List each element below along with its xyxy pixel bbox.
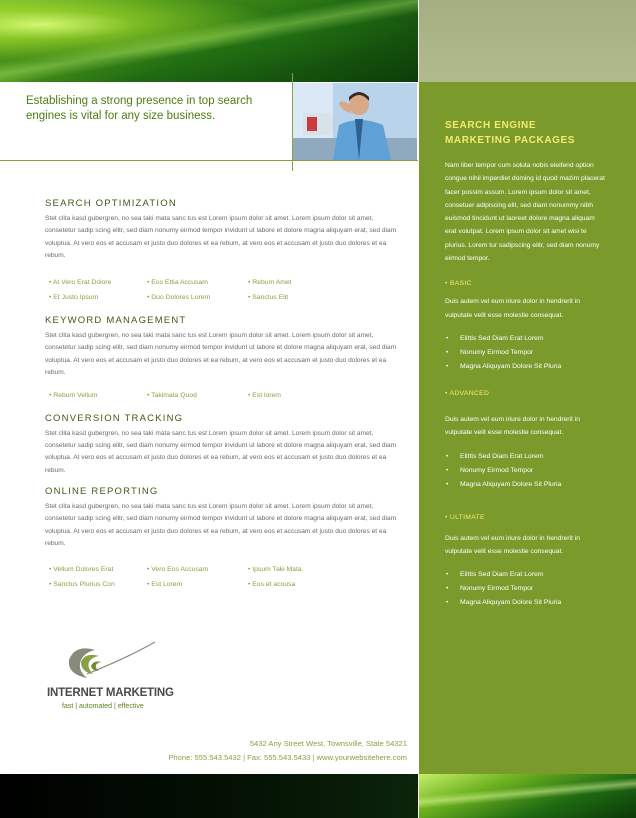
package-ultimate	[445, 514, 605, 611]
bullet-item: • Est lorem	[248, 392, 281, 400]
section-title: KEYWORD MANAGEMENT	[45, 315, 187, 327]
package-label: • ULTIMATE	[445, 513, 485, 521]
sidebar-content	[445, 118, 605, 610]
package-advanced	[445, 390, 605, 492]
section-body: Stet clita kasd gubergren, no sea taki mata sanc tus est Lorem ipsum dolor sit amet. Lorem ipsum dolor sit amet, consetetur sadip scing elitr, sed diam nonumy eirmod tempor invidunt ut labore et dolore magna aliquyam erat, sed diam voluptua. At vero eos et accusam et justo duo dolores et ea rebum, at vero eos et accusam et justo duo dolores et ea rebum.	[45, 332, 397, 377]
package-list	[445, 332, 605, 374]
bottom-banner-dark	[0, 774, 418, 818]
section-title: CONVERSION TRACKING	[45, 412, 184, 424]
contact-phone-line: Phone: 555.543.5432 | Fax: 555.543.5433 | www.yourwebsitehere.com	[168, 753, 407, 762]
bullet-item: • Duo Dolores Lorem	[147, 293, 211, 301]
bullet-item: • Sanctus Plurius Con	[49, 580, 115, 588]
section-conversion-tracking	[45, 413, 397, 477]
package-basic	[445, 280, 605, 374]
package-item: • Magna Aliquyam Dolore Sit Pluria	[445, 478, 605, 492]
tagline: Establishing a strong presence in top search engines is vital for any size business.	[26, 95, 253, 122]
section-body: Stet clita kasd gubergren, no sea taki mata sanc tus est Lorem ipsum dolor sit amet. Lorem ipsum dolor sit amet, consetetur sadip scing elitr, sed diam nonumy eirmod tempor invidunt ut labore et dolore magna aliquyam erat, sed diam voluptua. At vero eos et accusam et justo duo dolores et ea rebum, at vero eos et accusam et justo duo dolores et ea rebum.	[45, 503, 397, 547]
bullet-item: • Eos Ettia Accusam	[147, 279, 208, 287]
package-item: • Nonumy Eirmod Tempor	[445, 582, 605, 596]
package-item: • Elittis Sed Diam Erat Lorem	[445, 332, 605, 346]
package-item: • Magna Aliquyam Dolore Sit Pluria	[445, 596, 605, 610]
package-item: • Nonumy Eirmod Tempor	[445, 346, 605, 360]
bullet-item: • Ipsum Taki Mata	[248, 566, 302, 574]
section-online-reporting	[45, 486, 397, 592]
package-item: • Elittis Sed Diam Erat Lorem	[445, 450, 605, 464]
bullet-item: • Rebum Amet	[248, 279, 292, 287]
section-title: ONLINE REPORTING	[45, 486, 159, 498]
section-keyword-management	[45, 315, 397, 404]
bullet-item: • Et Justo Ipsum	[49, 293, 99, 301]
package-list	[445, 450, 605, 492]
section-bullets	[49, 276, 397, 305]
bullet-item: • At Vero Erat Dolore	[49, 279, 112, 287]
package-item: • Magna Aliquyam Dolore Sit Pluria	[445, 360, 605, 374]
section-bullets	[49, 389, 397, 404]
logo-subtitle: fast | automated | effective	[62, 703, 144, 710]
package-text: Duis autem vel eum iriure dolor in hendrerit in vulputate velit esse molestie consequat.	[445, 298, 580, 319]
logo-name: INTERNET MARKETING	[47, 687, 174, 699]
main-content	[45, 198, 397, 602]
top-banner-image	[0, 0, 418, 82]
divider-horizontal	[0, 160, 418, 161]
package-label: • ADVANCED	[445, 389, 490, 397]
package-item: • Elittis Sed Diam Erat Lorem	[445, 568, 605, 582]
bullet-item: • Rebum Vellum	[49, 392, 98, 400]
top-banner-right-panel	[419, 0, 636, 82]
businessman-photo	[293, 83, 417, 160]
bullet-item: • Sanctus Elit	[248, 293, 289, 301]
swoosh-logo-icon	[47, 640, 207, 688]
package-text: Duis autem vel eum iriure dolor in hendrerit in vulputate velit esse molestie consequat.	[445, 415, 580, 437]
section-body: Stet clita kasd gubergren, no sea taki mata sanc tus est Lorem ipsum dolor sit amet. Lorem ipsum dolor sit amet, consetetur sadip scing elitr, sed diam nonumy eirmod tempor invidunt ut labore et dolore magna aliquyam erat, sed diam voluptua. At vero eos et accusam et justo duo dolores et ea rebum, at vero eos et accusam et justo duo dolores et ea rebum.	[45, 215, 397, 259]
bullet-item: • Vellum Dolores Erat	[49, 566, 114, 574]
sidebar-title	[445, 118, 605, 148]
section-bullets	[49, 563, 397, 592]
package-label: • BASIC	[445, 280, 472, 288]
section-body: Stet clita kasd gubergren, no sea taki mata sanc tus est Lorem ipsum dolor sit amet. Lorem ipsum dolor sit amet, consetetur sadip scing elitr, sed diam nonumy eirmod tempor invidunt ut labore et dolore magna aliquyam erat, sed diam voluptua. At vero eos et accusam et justo duo dolores et ea rebum, at vero eos et accusam et justo duo dolores et ea rebum.	[45, 429, 397, 474]
package-text: Duis autem vel eum iriure dolor in hendrerit in vulputate velit esse molestie consequat.	[445, 534, 580, 555]
bullet-item: • Est Lorem	[147, 580, 183, 588]
section-title: SEARCH OPTIMIZATION	[45, 198, 177, 209]
bullet-item: • Takimata Quod	[147, 392, 197, 400]
bullet-item: • Eos et acousa	[248, 580, 296, 588]
section-search-optimization	[45, 198, 397, 305]
bottom-banner-image	[419, 774, 636, 818]
contact-address: 5432 Any Street West, Townsville, State 54321	[249, 739, 407, 748]
bullet-item: • Vero Eos Accusam	[147, 566, 209, 574]
sidebar-title-line: MARKETING PACKAGES	[445, 135, 576, 146]
sidebar-title-line: SEARCH ENGINE	[445, 120, 537, 131]
package-list	[445, 568, 605, 610]
sidebar-intro: Nam liber tempor cum soluta nobis eleifend option congue nihil imperdiet doming id quod mazim placerat facer possim assum. Lorem ipsum dolor sit amet, consetuer adipiscing elit, sed diam nonummy nibh euismod tincidunt ut laoreet dolore magna aliquam erat volutpat. Lorem ipsum dolor sit amet wisi te plurius. Lorem tur sadipscing elitr, sed diam nonumy eirmod tempor.	[445, 162, 605, 263]
package-item: • Nonumy Eirmod Tempor	[445, 464, 605, 478]
